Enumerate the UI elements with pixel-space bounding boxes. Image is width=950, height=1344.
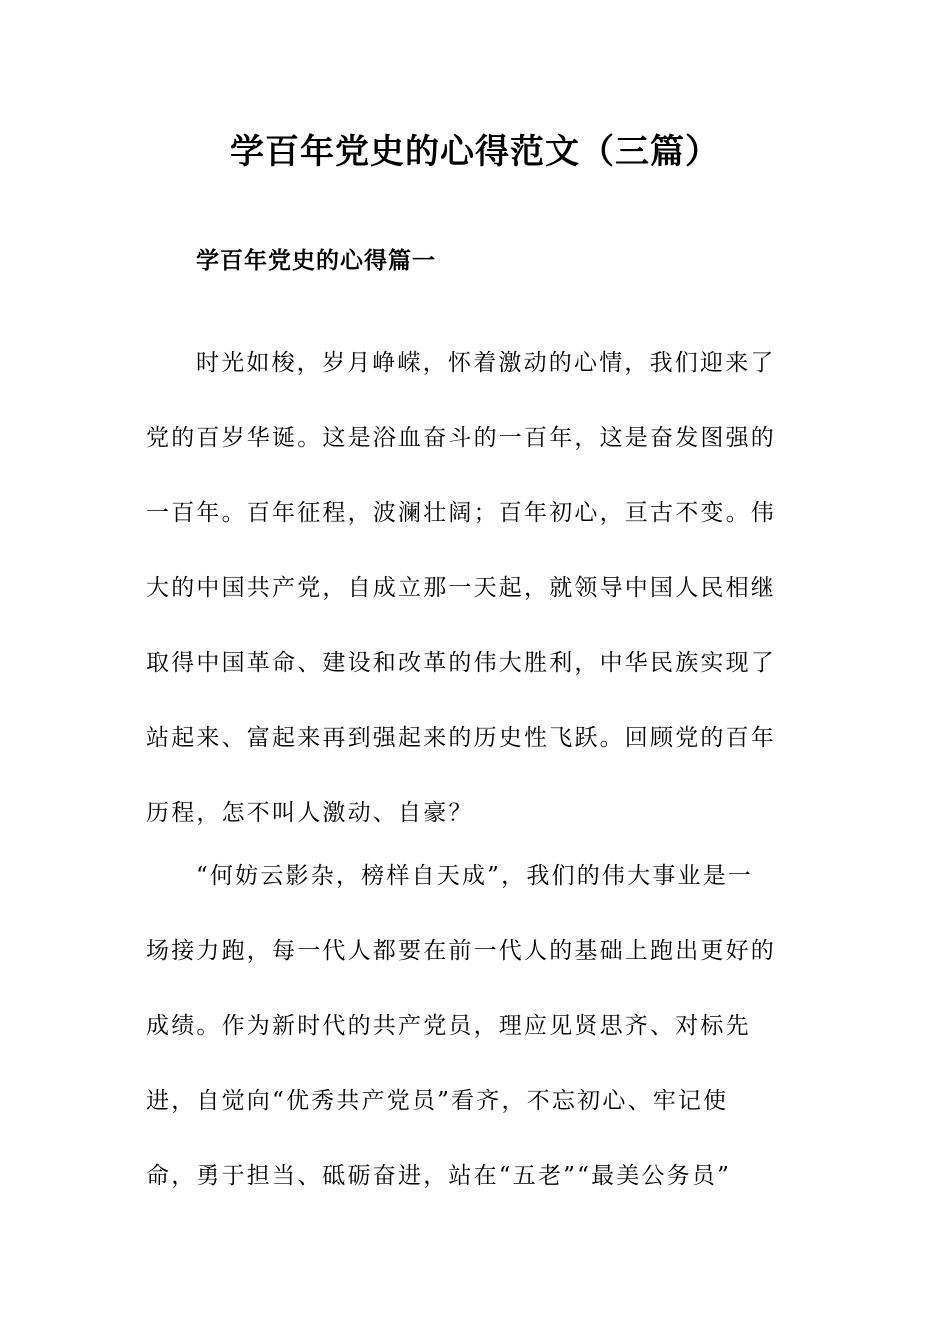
paragraph-line: 命，勇于担当、砥砺奋进，站在“五老”“最美公务员”	[146, 1163, 732, 1189]
paragraph-line: 取得中国革命、建设和改革的伟大胜利，中华民族实现了	[146, 650, 776, 676]
paragraph-line: 党的百岁华诞。这是浴血奋斗的一百年，这是奋发图强的	[146, 425, 776, 451]
paragraph-line: 大的中国共产党，自成立那一天起，就领导中国人民相继	[146, 575, 776, 601]
paragraph-line: 历程，怎不叫人激动、自豪？	[146, 800, 474, 826]
paragraph-line: “何妨云影杂，榜样自天成”，我们的伟大事业是一	[196, 863, 754, 889]
document-title: 学百年党史的心得范文（三篇）	[230, 132, 720, 172]
paragraph-line: 成绩。作为新时代的共产党员，理应见贤思齐、对标先	[146, 1013, 751, 1039]
paragraph-line: 时光如梭，岁月峥嵘，怀着激动的心情，我们迎来了	[196, 350, 776, 376]
section-heading: 学百年党史的心得篇一	[196, 248, 436, 274]
paragraph-line: 站起来、富起来再到强起来的历史性飞跃。回顾党的百年	[146, 725, 776, 751]
paragraph-line: 一百年。百年征程，波澜壮阔；百年初心，亘古不变。伟	[146, 500, 776, 526]
paragraph-line: 进，自觉向“优秀共产党员”看齐，不忘初心、牢记使	[146, 1088, 729, 1114]
paragraph-line: 场接力跑，每一代人都要在前一代人的基础上跑出更好的	[146, 938, 776, 964]
